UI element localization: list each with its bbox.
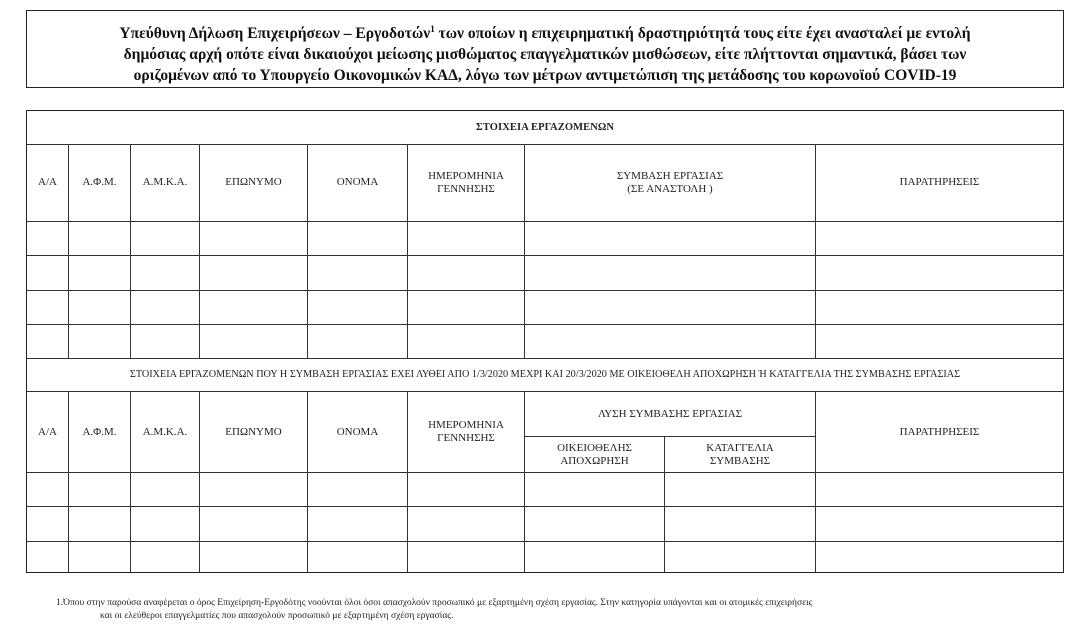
title-line3: οριζομένων από το Υπουργείο Οικονομικών ΚΑΔ, λόγω των μέτρων αντιμετώπιση της μετάδοσης του κορωνοϊού COVID-19 [133,67,957,85]
section1-row-divider [27,290,1063,291]
s1-header-afm: Α.Φ.Μ. [82,176,117,188]
section1-row-divider [27,255,1063,256]
section1-row-divider [27,358,1063,359]
s2-header-amka: Α.Μ.Κ.Α. [142,425,188,438]
section2-column-divider [407,391,408,573]
section1-column-divider [815,144,816,358]
s1-header-birthdate: ΗΜΕΡΟΜΗΝΙΑ ΓΕΝΝΗΣΗΣ [428,169,504,195]
employees-table [26,110,1064,573]
section2-row-divider [27,541,1063,542]
s2-subheader-termination-notice: ΚΑΤΑΓΓΕΛΙΑ ΣΥΜΒΑΣΗΣ [706,441,774,467]
section2-column-divider [68,391,69,573]
section1-column-divider [307,144,308,358]
section2-column-divider [199,391,200,573]
section2-column-divider [524,391,525,573]
section2-column-divider [815,391,816,573]
footnote-line1: 1.Όπου στην παρούσα αναφέρεται ο όρος Επιχείρηση-Εργοδότης νοούνται όλοι όσοι απασχολούν προσωπικό με εξαρτημένη σχέση εργασίας. Στην κατηγορία υπάγονται και οι ατομικές επιχειρήσεις [56,598,813,608]
section1-column-divider [68,144,69,358]
s2-subheader-voluntary-departure: ΟΙΚΕΙΟΘΕΛΗΣ ΑΠΟΧΩΡΗΣΗ [557,441,632,467]
s1-header-remarks: ΠΑΡΑΤΗΡΗΣΕΙΣ [899,176,980,188]
section2-header-divider [27,472,1063,473]
s1-header-surname: ΕΠΩΝΥΜΟ [225,176,282,188]
title-lead: Υπεύθυνη Δήλωση Επιχειρήσεων – Εργοδοτών [119,25,431,43]
section1-row-divider [27,324,1063,325]
section2-column-divider [307,391,308,573]
section2-title-divider [27,391,1063,392]
footnote-reference: 1 [430,24,435,34]
s2-header-contract-termination: ΛΥΣΗ ΣΥΜΒΑΣΗΣ ΕΡΓΑΣΙΑΣ [597,407,743,420]
s2-header-aa: Α/Α [38,425,57,438]
section2-row-divider [27,506,1063,507]
s2-header-remarks: ΠΑΡΑΤΗΡΗΣΕΙΣ [899,425,980,438]
section2-column-divider [130,391,131,573]
section2-title: ΣΤΟΙΧΕΙΑ ΕΡΓΑΖΟΜΕΝΩΝ ΠΟΥ Η ΣΥΜΒΑΣΗ ΕΡΓΑΣΙΑΣ ΕΧΕΙ ΛΥΘΕΙ ΑΠΟ 1/3/2020 ΜΕΧΡΙ ΚΑΙ 20/3/2020 ΜΕ ΟΙΚΕΙΟΘΕΛΗ ΑΠΟΧΩΡΗΣΗ Ή ΚΑΤΑΓΓΕΛΙΑ ΤΗΣ ΣΥΜΒΑΣΗΣ ΕΡΓΑΣΙΑΣ [129,369,961,380]
section1-column-divider [199,144,200,358]
s1-header-aa: Α/Α [38,176,57,188]
footnote [56,597,1066,623]
s1-header-amka: Α.Μ.Κ.Α. [142,176,188,188]
s2-header-surname: ΕΠΩΝΥΜΟ [225,425,282,438]
s2-header-afm: Α.Φ.Μ. [82,425,117,438]
declaration-title [27,19,1063,86]
s2-header-name: ΟΝΟΜΑ [336,425,379,438]
title-line1-rest: των οποίων η επιχειρηματική δραστηριότητά τους είτε έχει ανασταλεί με εντολή [434,25,971,43]
section1-column-divider [130,144,131,358]
section1-title: ΣΤΟΙΧΕΙΑ ΕΡΓΑΖΟΜΕΝΩΝ [475,122,615,133]
title-line2: δημόσιας αρχή οπότε είναι δικαιούχοι μείωσης μισθώματος επαγγελματικών μισθώσεων, είτε πλήττονται σημαντικά, βάσει των [123,46,967,64]
section2-subcolumn-divider [664,436,665,573]
s2-header-birthdate: ΗΜΕΡΟΜΗΝΙΑ ΓΕΝΝΗΣΗΣ [428,419,504,444]
section1-title-divider [27,144,1063,145]
section1-column-divider [524,144,525,358]
section2-subheader-divider [524,436,815,437]
section1-column-divider [407,144,408,358]
section1-header-divider [27,221,1063,222]
footnote-line2: και οι ελεύθεροι επαγγελματίες που απασχολούν προσωπικό με εξαρτημένη σχέση εργασίας. [100,611,454,621]
s1-header-name: ΟΝΟΜΑ [336,176,379,188]
declaration-title-box [26,10,1064,88]
s1-header-contract-suspended: ΣΥΜΒΑΣΗ ΕΡΓΑΣΙΑΣ (ΣΕ ΑΝΑΣΤΟΛΗ ) [616,169,724,195]
